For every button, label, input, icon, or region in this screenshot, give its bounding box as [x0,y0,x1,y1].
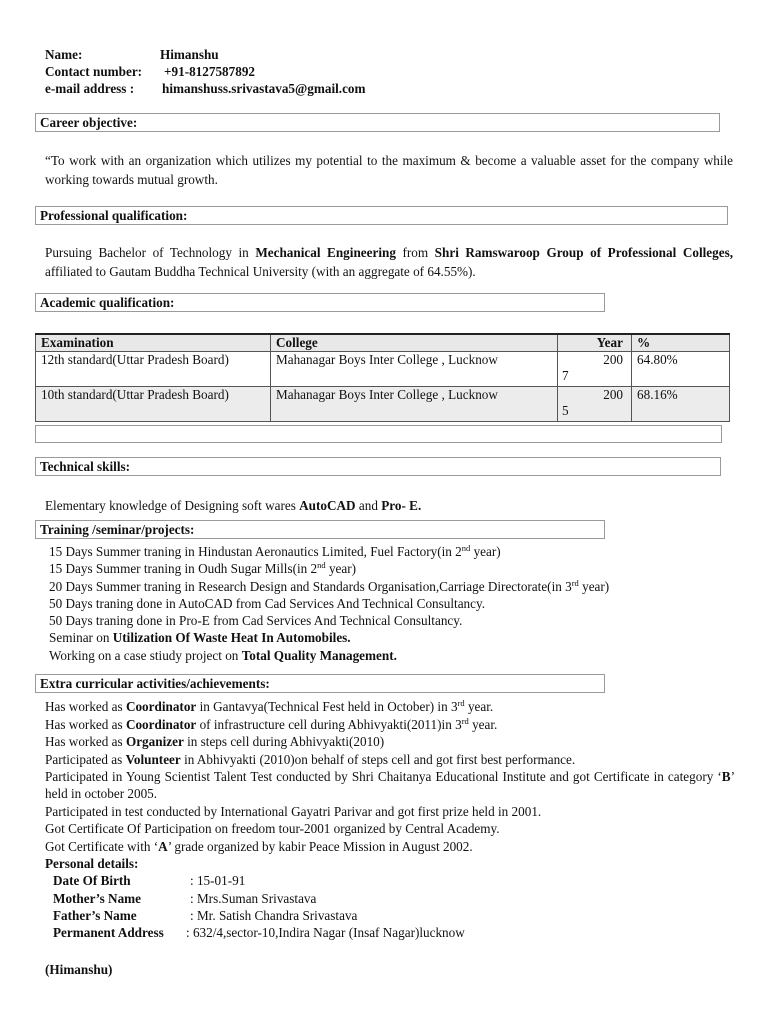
extra-item-text: Participated in Young Scientist Talent Test conducted by Shri Chaitanya Educational Institute and got Certificate in category ‘ [45,769,722,784]
training-item [49,647,397,664]
name-value: Himanshu [160,47,219,62]
training-item: 50 Days traning done in Pro-E from Cad Services And Technical Consultancy. [49,613,463,628]
training-item-bold: Total Quality Management. [241,648,397,663]
col-college: College [271,334,558,352]
training-item [49,543,501,560]
address-value: : 632/4,sector-10,Indira Nagar (Insaf Nagar)lucknow [186,925,465,940]
training-heading: Training /seminar/projects: [35,520,605,539]
extra-item-bold: Volunteer [125,752,181,767]
professional-heading: Professional qualification: [35,206,728,225]
training-item [49,629,351,646]
extra-item-text: in steps cell during Abhivyakti(2010) [183,734,385,749]
father-label: Father’s Name [53,908,137,923]
cell-exam: 12th standard(Uttar Pradesh Board) [36,352,271,387]
training-item-bold: Utilization Of Waste Heat In Automobiles. [112,630,351,645]
technical-proe: Pro- E. [381,498,422,513]
cell-pct: 64.80% [632,352,730,387]
cell-year-a: 200 [603,387,623,402]
training-item-text: Seminar on [49,630,113,645]
training-item-text: year) [578,579,610,594]
extra-item [45,768,735,802]
extra-item-bold: Coordinator [125,699,197,714]
training-item-text: year) [325,561,357,576]
technical-text-2: and [355,498,382,513]
training-item-sup: nd [461,543,471,553]
extra-item-sup: rd [457,698,465,708]
email-value: himanshuss.srivastava5@gmail.com [162,81,366,96]
professional-text-2: from [395,245,435,260]
extra-item [45,838,473,855]
mother-value: : Mrs.Suman Srivastava [190,891,317,906]
cell-year-a: 200 [603,352,623,367]
professional-text-1: Pursuing Bachelor of Technology in [45,245,256,260]
academic-table [35,333,730,422]
extra-item-sup: rd [461,716,469,726]
contact-value: +91-8127587892 [164,64,256,79]
training-item-text: year) [470,544,501,559]
table-row [36,352,730,387]
extra-item-text: in Abhivyakti (2010)on behalf of steps cell and got first best performance. [180,752,576,767]
extra-item-text: year. [468,717,498,732]
extra-item-bold: Organizer [125,734,184,749]
cell-year-b: 7 [562,368,569,383]
academic-table-header [36,334,730,352]
extra-item-text: year. [464,699,494,714]
extra-heading: Extra curricular activities/achievements: [35,674,605,693]
empty-section-box [35,425,722,443]
career-text: “To work with an organization which utilizes my potential to the maximum & become a valuable asset for the company while working towards mutual growth. [45,153,733,187]
training-item-sup: nd [317,560,326,570]
extra-item [45,698,493,715]
training-item [49,560,356,577]
signature: (Himanshu) [45,962,113,977]
cell-pct: 68.16% [632,387,730,422]
name-label: Name: [45,47,83,62]
extra-item-text: ’ held in october 2005. [45,769,735,801]
cell-college: Mahanagar Boys Inter College , Lucknow [271,352,558,387]
col-percent: % [632,334,730,352]
extra-item: Participated in test conducted by International Gayatri Parivar and got first prize held in 2001. [45,804,542,819]
extra-item-text: ’ grade organized by kabir Peace Mission in August 2002. [167,839,473,854]
table-row [36,387,730,422]
career-heading: Career objective: [35,113,720,132]
cell-year [558,352,632,387]
address-label: Permanent Address [53,925,164,940]
technical-text [45,497,421,514]
personal-heading: Personal details: [45,856,139,871]
extra-item-text: in Gantavya(Technical Fest held in October) in 3 [196,699,458,714]
extra-item-text: Got Certificate with ‘ [45,839,159,854]
training-item: 50 Days traning done in AutoCAD from Cad Services And Technical Consultancy. [49,596,486,611]
professional-degree: Mechanical Engineering [255,245,396,260]
extra-item-text: Has worked as [45,699,126,714]
technical-text-1: Elementary knowledge of Designing soft wares [45,498,300,513]
academic-heading: Academic qualification: [35,293,605,312]
technical-heading: Technical skills: [35,457,721,476]
training-item-sup: rd [571,578,579,588]
email-label: e-mail address : [45,81,135,96]
training-item-text: 20 Days Summer traning in Research Design and Standards Organisation,Carriage Directorate(in 3 [49,579,572,594]
extra-item: Got Certificate Of Participation on freedom tour-2001 organized by Central Academy. [45,821,500,836]
extra-item-text: Has worked as [45,717,126,732]
extra-item [45,751,575,768]
extra-item-text: Has worked as [45,734,126,749]
extra-item-text: Participated as [45,752,126,767]
extra-item-bold: Coordinator [125,717,197,732]
cell-year-b: 5 [562,403,569,418]
dob-value: : 15-01-91 [190,873,246,888]
father-value: : Mr. Satish Chandra Srivastava [190,908,358,923]
professional-text-3: affiliated to Gautam Buddha Technical University (with an aggregate of 64.55%). [45,264,476,279]
extra-item-bold: A [158,839,168,854]
mother-label: Mother’s Name [53,891,141,906]
training-item-text: 15 Days Summer traning in Hindustan Aeronautics Limited, Fuel Factory(in 2 [49,544,462,559]
training-item [49,578,609,595]
professional-college: Shri Ramswaroop Group of Professional Colleges, [434,245,733,260]
extra-item-bold: B [721,769,731,784]
col-year: Year [558,334,632,352]
professional-text [45,243,733,281]
extra-item-text: of infrastructure cell during Abhivyakti(2011)in 3 [196,717,462,732]
cell-college: Mahanagar Boys Inter College , Lucknow [271,387,558,422]
extra-item [45,716,497,733]
col-examination: Examination [36,334,271,352]
contact-label: Contact number: [45,64,143,79]
cell-year [558,387,632,422]
training-item-text: Working on a case stiudy project on [49,648,242,663]
training-item-text: 15 Days Summer traning in Oudh Sugar Mills(in 2 [49,561,318,576]
cell-exam: 10th standard(Uttar Pradesh Board) [36,387,271,422]
extra-item [45,733,384,750]
dob-label: Date Of Birth [53,873,131,888]
technical-autocad: AutoCAD [299,498,356,513]
